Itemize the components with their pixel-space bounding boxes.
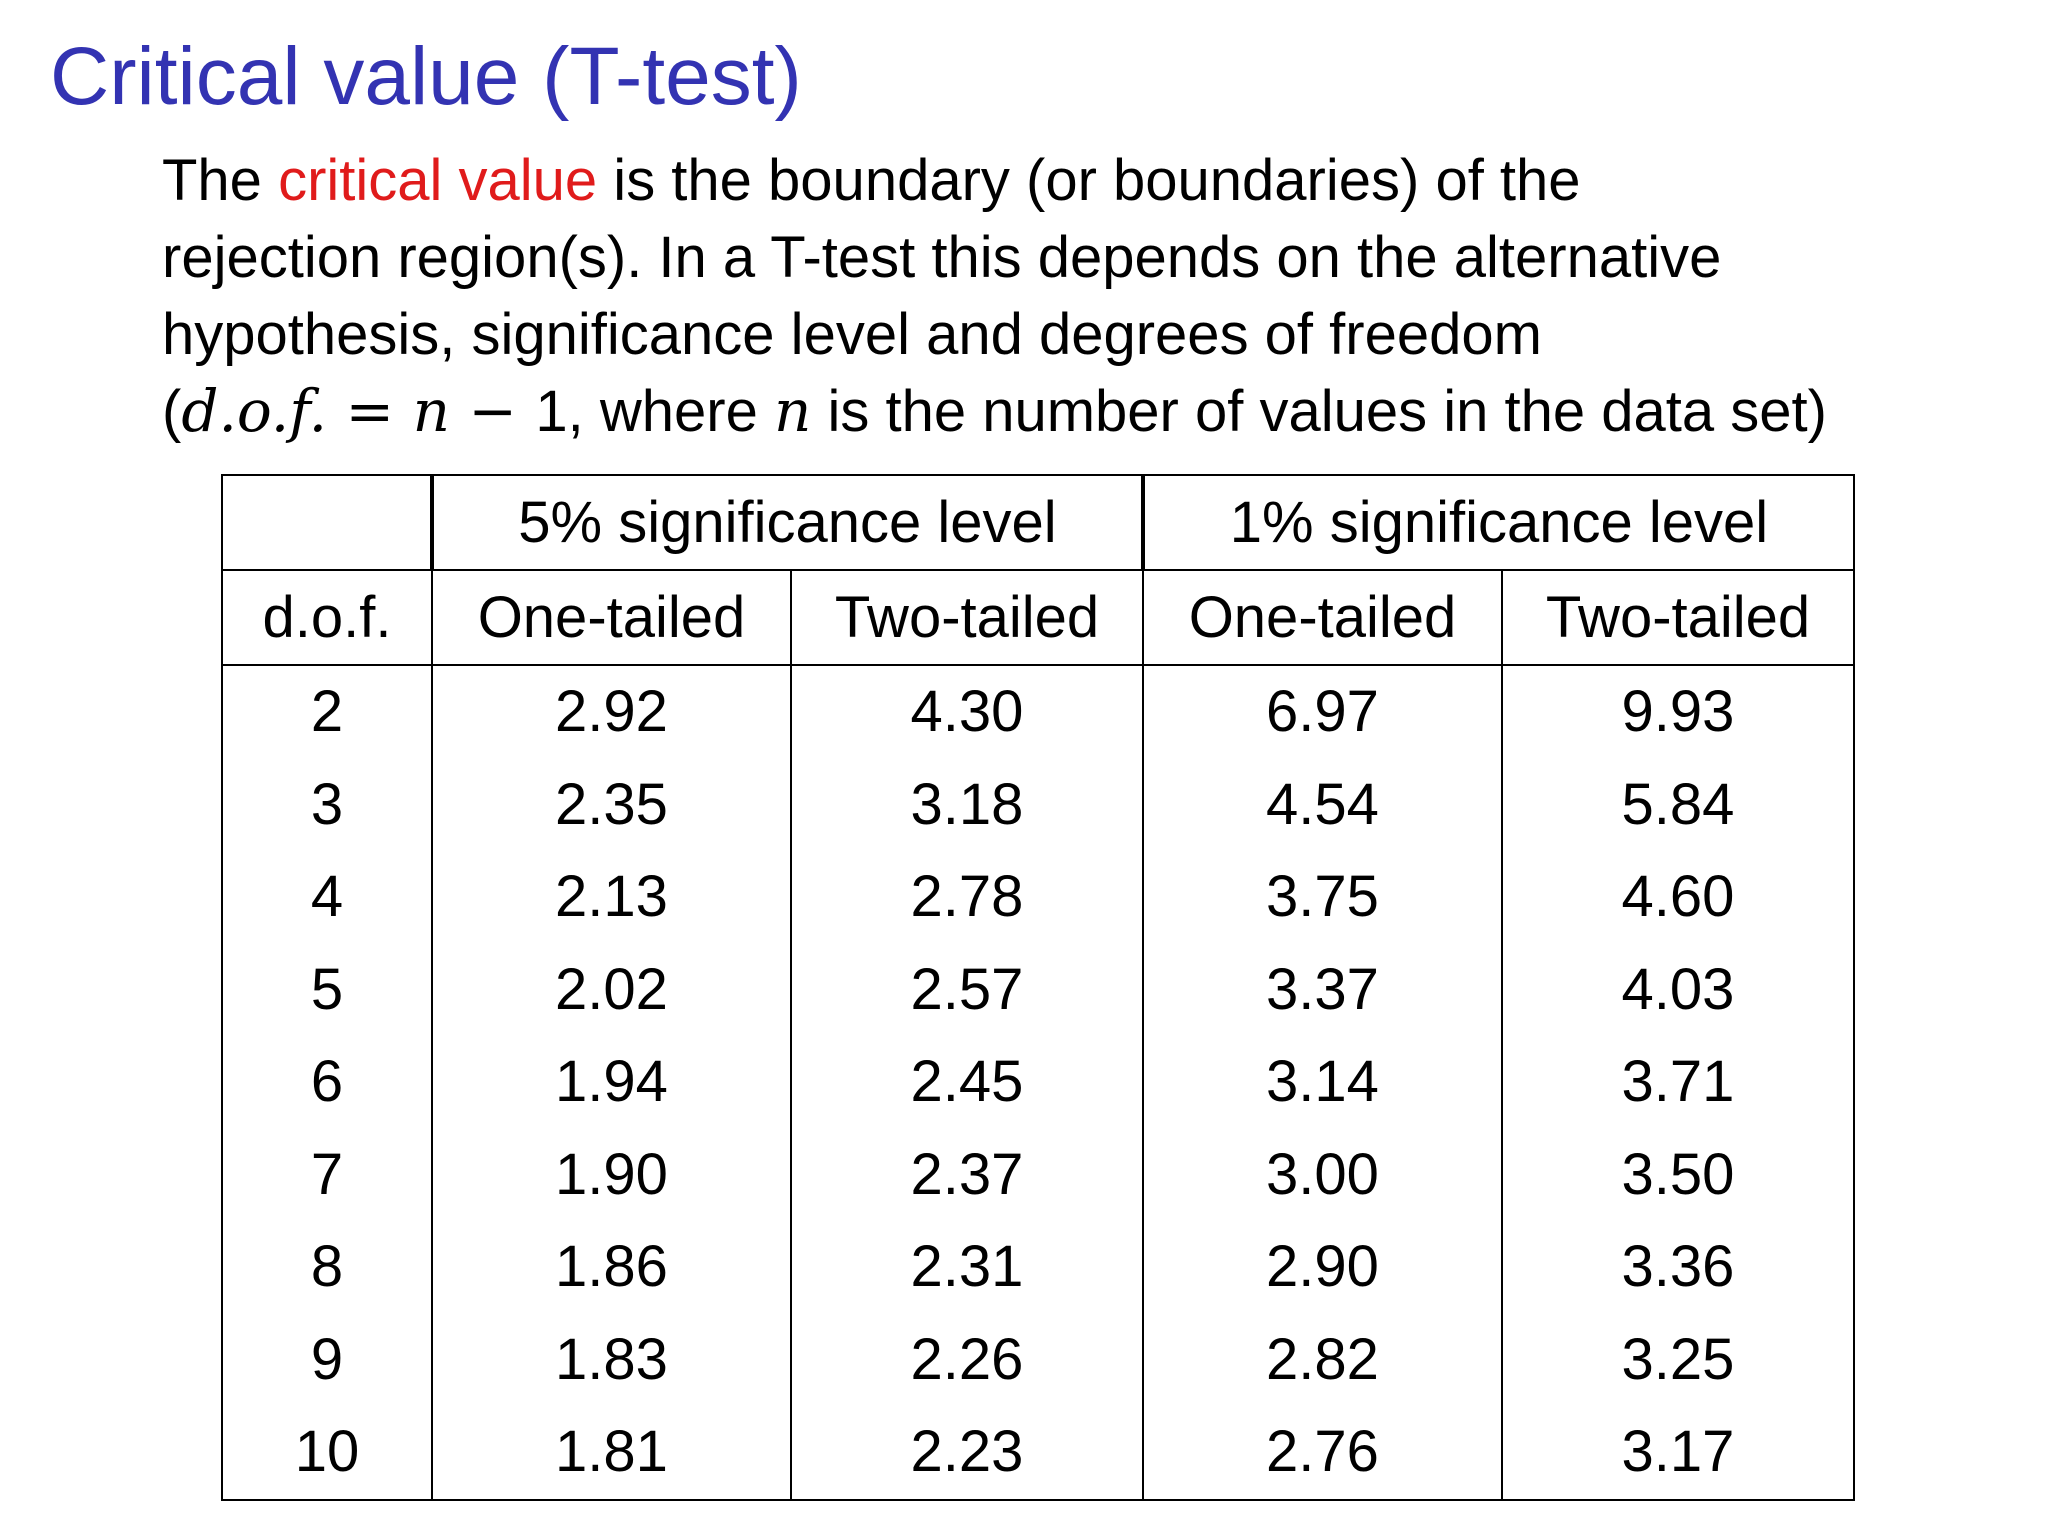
intro-text: is the boundary (or boundaries) of the	[597, 148, 1581, 213]
group-header-row	[222, 475, 1854, 570]
intro-text: is the number of values in the data set)	[811, 379, 1827, 444]
table-cell: 1.90	[432, 1129, 791, 1222]
minus-sign: −	[449, 377, 536, 445]
table-row	[222, 1221, 1854, 1314]
table-cell: 2	[222, 665, 432, 759]
intro-line-4	[162, 373, 2022, 450]
critical-value-table	[221, 474, 1855, 1501]
n-symbol: n	[773, 377, 812, 445]
column-header-dof: d.o.f.	[222, 570, 432, 665]
table-cell: 5.84	[1502, 759, 1854, 852]
table-row	[222, 851, 1854, 944]
table-cell: 3.36	[1502, 1221, 1854, 1314]
equals-sign: =	[327, 377, 413, 445]
table-cell: 3	[222, 759, 432, 852]
table-cell: 3.37	[1143, 944, 1502, 1037]
intro-line-2: rejection region(s). In a T-test this depends on the alternative	[162, 225, 1722, 290]
table-cell: 6	[222, 1036, 432, 1129]
table-cell: 2.92	[432, 665, 791, 759]
column-header-row	[222, 570, 1854, 665]
table-cell: 2.76	[1143, 1406, 1502, 1500]
table-cell: 3.75	[1143, 851, 1502, 944]
table-cell: 4.54	[1143, 759, 1502, 852]
table-cell: 2.26	[791, 1314, 1143, 1407]
table-cell: 9.93	[1502, 665, 1854, 759]
empty-corner-cell	[222, 475, 432, 570]
intro-paragraph	[162, 142, 2022, 450]
intro-text: (	[162, 379, 182, 444]
table-row	[222, 1406, 1854, 1500]
column-header-1-two-tailed: Two-tailed	[1502, 570, 1854, 665]
table-cell: 1.81	[432, 1406, 791, 1500]
column-header-1-one-tailed: One-tailed	[1143, 570, 1502, 665]
intro-text: The	[162, 148, 279, 213]
critical-value-highlight: critical value	[278, 148, 598, 213]
table-row	[222, 665, 1854, 759]
table-cell: 3.50	[1502, 1129, 1854, 1222]
table-row	[222, 1129, 1854, 1222]
table-cell: 6.97	[1143, 665, 1502, 759]
table-cell: 2.23	[791, 1406, 1143, 1500]
table-cell: 3.18	[791, 759, 1143, 852]
table-cell: 4.30	[791, 665, 1143, 759]
table-cell: 4.03	[1502, 944, 1854, 1037]
table-cell: 2.13	[432, 851, 791, 944]
intro-line-3: hypothesis, significance level and degrees of freedom	[162, 302, 1542, 367]
table-cell: 2.90	[1143, 1221, 1502, 1314]
group-header-5-percent: 5% significance level	[432, 475, 1143, 570]
dof-symbol: d.o.f.	[181, 377, 328, 445]
table-cell: 7	[222, 1129, 432, 1222]
table-cell: 2.78	[791, 851, 1143, 944]
table-row	[222, 1314, 1854, 1407]
table-cell: 4.60	[1502, 851, 1854, 944]
slide-title: Critical value (T-test)	[50, 31, 802, 122]
group-header-1-percent: 1% significance level	[1143, 475, 1854, 570]
table-cell: 2.02	[432, 944, 791, 1037]
table-row	[222, 1036, 1854, 1129]
table-cell: 10	[222, 1406, 432, 1500]
table-cell: 8	[222, 1221, 432, 1314]
table-cell: 2.31	[791, 1221, 1143, 1314]
intro-text: 1, where	[535, 379, 774, 444]
table-cell: 2.82	[1143, 1314, 1502, 1407]
table-cell: 5	[222, 944, 432, 1037]
table-row	[222, 944, 1854, 1037]
n-symbol: n	[412, 377, 450, 445]
table-cell: 1.86	[432, 1221, 791, 1314]
intro-line-1	[162, 142, 2022, 219]
table-cell: 3.71	[1502, 1036, 1854, 1129]
table-cell: 3.25	[1502, 1314, 1854, 1407]
table-cell: 3.14	[1143, 1036, 1502, 1129]
table-cell: 2.37	[791, 1129, 1143, 1222]
column-header-5-two-tailed: Two-tailed	[791, 570, 1143, 665]
table-cell: 2.45	[791, 1036, 1143, 1129]
table-row	[222, 759, 1854, 852]
table-cell: 1.94	[432, 1036, 791, 1129]
table-cell: 9	[222, 1314, 432, 1407]
table-cell: 3.17	[1502, 1406, 1854, 1500]
column-header-5-one-tailed: One-tailed	[432, 570, 791, 665]
table-cell: 2.57	[791, 944, 1143, 1037]
table-cell: 2.35	[432, 759, 791, 852]
table-cell: 4	[222, 851, 432, 944]
table-cell: 3.00	[1143, 1129, 1502, 1222]
table-cell: 1.83	[432, 1314, 791, 1407]
